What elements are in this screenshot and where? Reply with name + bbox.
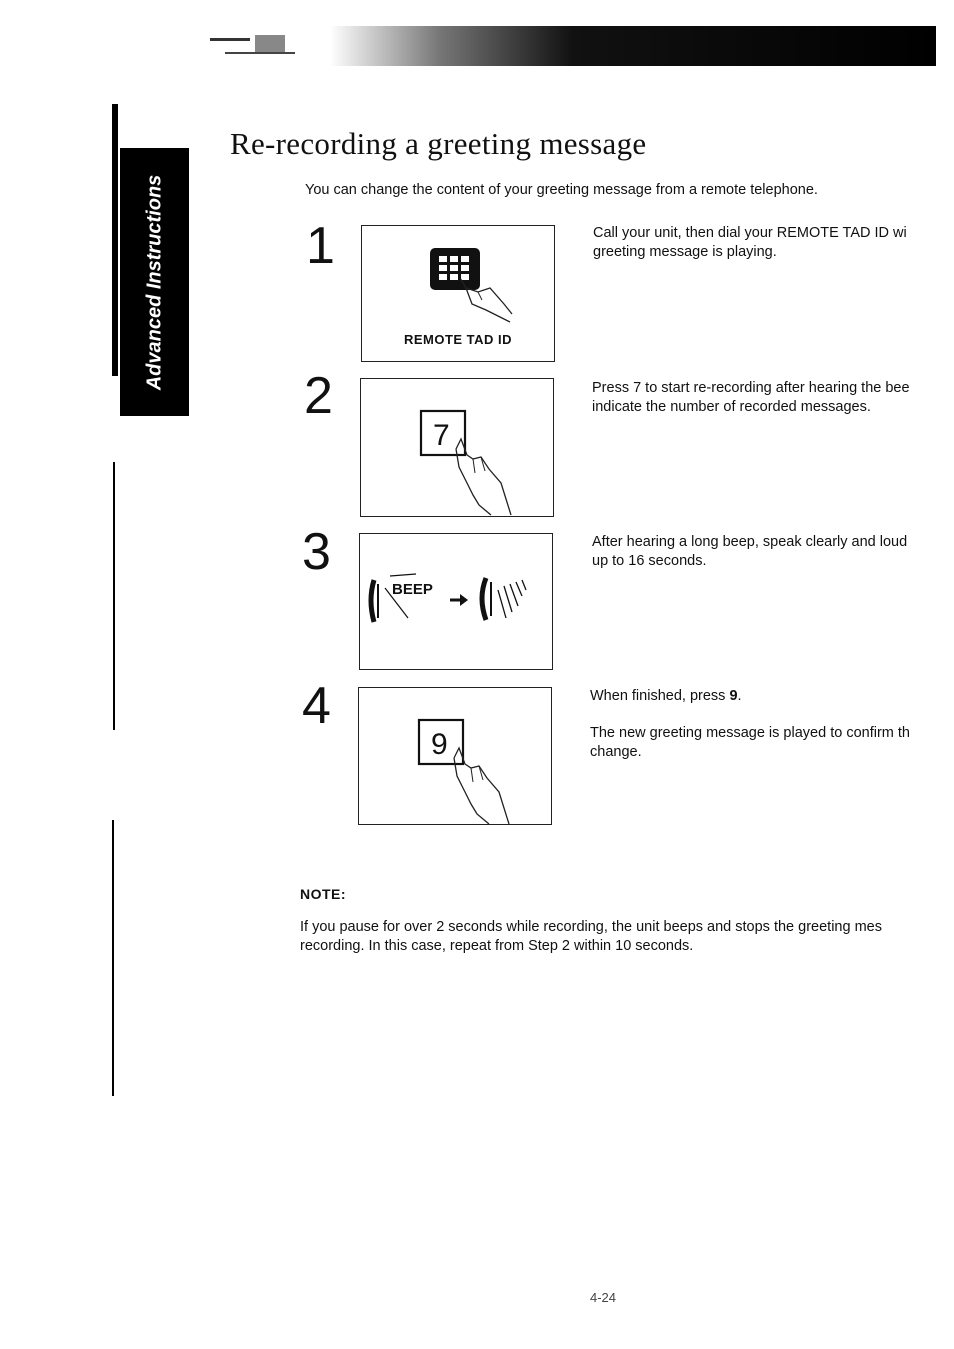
step-instructions: [592, 533, 938, 571]
key-press-hand-icon: [359, 688, 551, 824]
step-number: 2: [304, 367, 333, 425]
header-band: [330, 26, 936, 66]
page-number: 4-24: [590, 1290, 617, 1305]
note-heading: NOTE:: [300, 886, 347, 902]
key-press-hand-icon: [361, 379, 553, 516]
step-figure: [361, 225, 555, 362]
note-line: recording. In this case, repeat from Step 2 within 10 seconds.: [300, 938, 694, 954]
step-text-line: [590, 687, 936, 706]
note-line: If you pause for over 2 seconds while recording, the unit beeps and stops the greeting mes: [300, 919, 882, 935]
step-text-line: The new greeting message is played to confirm th: [590, 725, 910, 741]
step-text-prefix: When finished, press: [590, 688, 730, 704]
step-text-line: up to 16 seconds.: [592, 553, 707, 569]
header-speckle: [205, 30, 325, 60]
figure-caption: REMOTE TAD ID: [403, 332, 513, 347]
step-figure: [360, 378, 554, 517]
step-instructions: [593, 224, 939, 262]
step-number: 4: [302, 677, 331, 735]
step-text-line: Call your unit, then dial your REMOTE TAD ID wi: [593, 225, 907, 241]
step-text-line: change.: [590, 744, 642, 760]
step-instructions: [590, 687, 936, 762]
margin-rule-bottom: [112, 820, 114, 1096]
step-text-line: After hearing a long beep, speak clearly and loud: [592, 534, 908, 550]
key-label: 7: [433, 419, 450, 452]
step-instructions: [592, 379, 938, 417]
key-label: 9: [431, 728, 448, 761]
step-text-suffix: .: [737, 688, 742, 704]
step-text-line: greeting message is playing.: [593, 244, 777, 260]
page-title: Re-recording a greeting message: [230, 126, 647, 161]
step-figure: [358, 687, 552, 825]
step-number: 3: [302, 523, 331, 581]
intro-text: You can change the content of your greeting message from a remote telephone.: [305, 182, 818, 198]
beep-label: BEEP: [392, 581, 433, 598]
step-figure: [359, 533, 553, 670]
margin-rule-top: [112, 104, 118, 376]
note-text: [300, 918, 936, 956]
section-tab-label: Advanced Instructions: [143, 174, 166, 390]
step-text-line: Press 7 to start re-recording after hearing the bee: [592, 380, 910, 396]
section-tab: [120, 148, 189, 416]
margin-rule-middle: [113, 462, 115, 730]
beep-handset-speaking-icon: [360, 534, 552, 669]
step-text-key: 9: [729, 688, 738, 704]
step-number: 1: [306, 217, 335, 275]
step-text-line: indicate the number of recorded messages.: [592, 399, 871, 415]
